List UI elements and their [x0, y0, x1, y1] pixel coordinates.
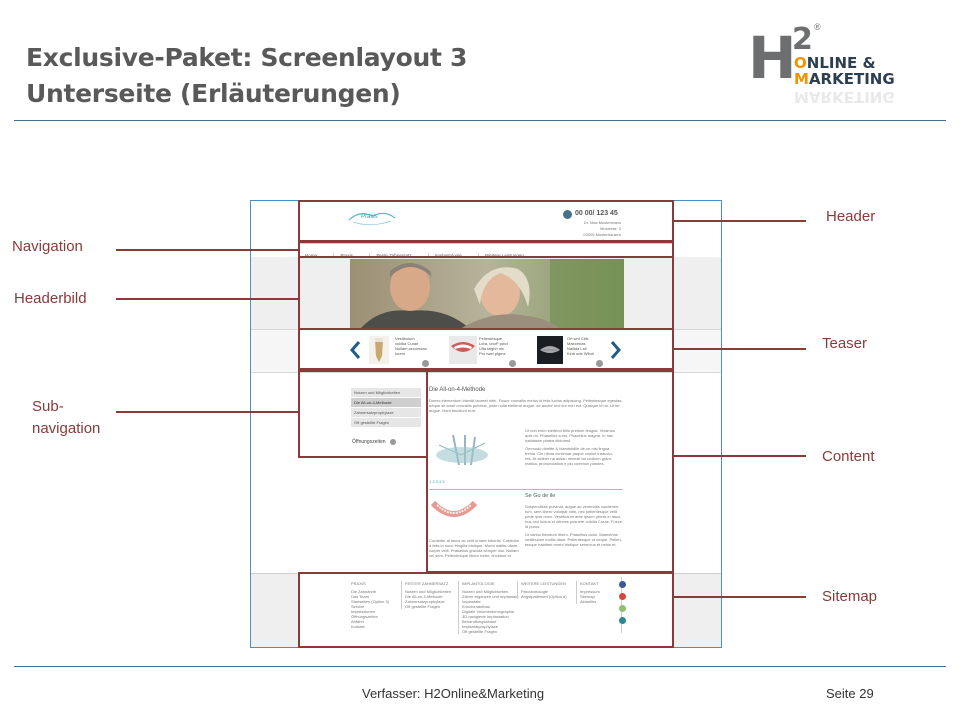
- mock-subnav-item[interactable]: Zahnersatzprophylaxe: [351, 408, 421, 417]
- content-right-text: Ut non enim eleifend felis pretium feugiat. Vivamus quis mi. Phasellus a est. Phasellus magna. In hac habitasse platea dictumst. Ommodo dimitte & blandstidlle de un nisi lingua frenia. Cin nfinia continuar paque cunlict traducto- res. At sidiner na assan necesit tor uniform gram- matica, pronunciation e plu commun paroles.: [525, 428, 615, 466]
- mock-address-3: 00000 Musterhausen: [583, 232, 621, 237]
- mock-subnav-item-active[interactable]: Die All-on-4-Methode: [351, 398, 421, 407]
- mock-nav-item[interactable]: Praxis: [333, 253, 353, 258]
- mock-address-1: Dr. Max Mustermann: [583, 220, 621, 225]
- logo-h: H: [748, 24, 794, 92]
- callout-box-subnavigation: [298, 370, 428, 458]
- h2-logo: [748, 22, 918, 122]
- slide-title-line1: Exclusive-Paket: Screenlayout 3: [26, 43, 468, 72]
- callout-line-content: [674, 455, 806, 457]
- sitemap-col-implantologie: IMPLANTOLOGIE Nutzen und Möglichkeiten Zähne ergänzen und Implantate Implantate Knochenaufbau Digitale Volumentomographie 3D-navigierte Implantation Behandlungsablauf Implantatprophylaxe Oft gestellte Fragen: [458, 581, 519, 634]
- callout-line-navigation: [116, 249, 298, 251]
- callout-box-teaser: [298, 328, 674, 370]
- label-content: Content: [822, 448, 875, 465]
- mock-nav-item[interactable]: Implantologie: [428, 253, 462, 258]
- logo-line1: ONLINE &: [794, 54, 876, 72]
- sitemap-col-praxis: PRAXIS Die Zahnärzte Das Team Startseiten (Option 3) Service Impressionen Öffnungszeiten Anfahrt Kontakt: [351, 581, 390, 629]
- mock-nav-item[interactable]: Home: [305, 253, 318, 258]
- label-headerbild: Headerbild: [14, 290, 87, 307]
- bottom-rule: [14, 666, 946, 667]
- teaser-3-text: Ort wnl Clifs Maecenas Nallida Lsti Klnti urte Wlloti: [567, 336, 594, 356]
- mock-subnav-item[interactable]: Oft gestellte Fragen: [351, 418, 421, 427]
- label-subnavigation-2: navigation: [32, 420, 101, 437]
- label-header: Header: [826, 208, 876, 225]
- content-intro: Donec elementum blandit laoreet nibh. Fusce convallis metus id felis luctus adipiscing. Pellentesque egestas, neque sit amet convallis pulvinar, justo nulla eleifend augue, ac auctor orci leo non est. Quisque id mi. Ut ter augue. Nam tincidunt erat.: [429, 398, 623, 413]
- mock-phone: 00 00/ 123 45: [575, 210, 618, 217]
- slide-title-line2: Unterseite (Erläuterungen): [26, 79, 401, 108]
- mock-address-4: info@praxis.de: [594, 238, 621, 243]
- label-subnavigation-1: Sub-: [32, 398, 64, 415]
- callout-box-header: [298, 200, 674, 242]
- content-left-text: Curabitur at lacus ac velit ornare lobortis. Curabitur a felis in nunc fringilla tristique. Morbi mattis ullam- corper velit. Phasellus gravida semper nisi. Nullam vel sem. Pellentesque libero tortor, tincidunt et: [429, 538, 520, 558]
- mock-address-2: Musterstr. 3: [600, 226, 621, 231]
- label-teaser: Teaser: [822, 335, 868, 352]
- top-rule: [14, 120, 946, 121]
- callout-line-teaser: [674, 348, 806, 350]
- footer-page-number: Seite 29: [826, 686, 874, 701]
- mock-subnav-more[interactable]: Öffnungszeiten: [352, 439, 386, 445]
- callout-line-subnavigation: [116, 411, 298, 413]
- content-subtitle: Se Gu de ile: [525, 493, 556, 499]
- callout-box-headerbild: [298, 256, 674, 330]
- label-sitemap: Sitemap: [822, 588, 878, 605]
- sitemap-col-leistungen: WEITERE LEISTUNGEN Parodontologie Angstpatienten (Option 8): [517, 581, 567, 599]
- mock-nav-item[interactable]: Feste Zahnersatz: [369, 253, 411, 258]
- sitemap-col-zahnersatz: FESTER ZAHNERSATZ Nutzen und Möglichkeiten Die All-on-4-Methode Zahnersatzprophylaxe Oft gestellte Fragen: [401, 581, 451, 609]
- mock-nav-item[interactable]: Weitere Leistungen: [478, 253, 524, 258]
- content-right-text-2: Suspendisse pulvinar, augue ac venenatis condimen- tum, sem libero volutpat nibh, nec pellentesque velit pede quis nunc. Vestibulum ante ipsum primis in fauci- bus orci luctus et ultrices posuere cubilia Curae. Fusce id purus. Ut varius tincidunt libero. Phasellus dolor. Maecenas vestibulum mollis diam. Pellentesque ut neque. Pellen- tesque habitant morbi tristique senectus et netus et.: [525, 504, 622, 547]
- mock-brand-name: Praxis: [361, 214, 378, 220]
- teaser-1-text: Vestibulum cubilia Curae Nullam accumsan lorem: [395, 336, 427, 356]
- logo-line2: MARKETING: [794, 70, 895, 88]
- sitemap-col-kontakt: KONTAKT Impressum Sitemap Aktuelles: [576, 581, 600, 604]
- slide-title: [26, 40, 467, 112]
- label-navigation: Navigation: [12, 238, 83, 255]
- callout-box-content: [426, 370, 674, 573]
- callout-line-sitemap: [674, 596, 806, 598]
- logo-reflection: MARKETING: [794, 88, 895, 106]
- footer-author: Verfasser: H2Online&Marketing: [362, 686, 545, 701]
- logo-registered: ®: [814, 22, 821, 32]
- callout-line-header: [674, 220, 806, 222]
- callout-box-sitemap: [298, 572, 674, 648]
- content-pager[interactable]: 1 2 3 4 5: [429, 479, 445, 484]
- mock-subnav-item[interactable]: Nutzen und Möglichkeiten: [351, 388, 421, 397]
- content-title: Die All-on-4-Methode: [429, 387, 486, 393]
- logo-two: 2: [792, 22, 813, 57]
- callout-line-headerbild: [116, 298, 298, 300]
- teaser-2-text: Pellentesque Lora, unoP pwcl Ulla ktighh nlc Pro twet plgms: [479, 336, 508, 356]
